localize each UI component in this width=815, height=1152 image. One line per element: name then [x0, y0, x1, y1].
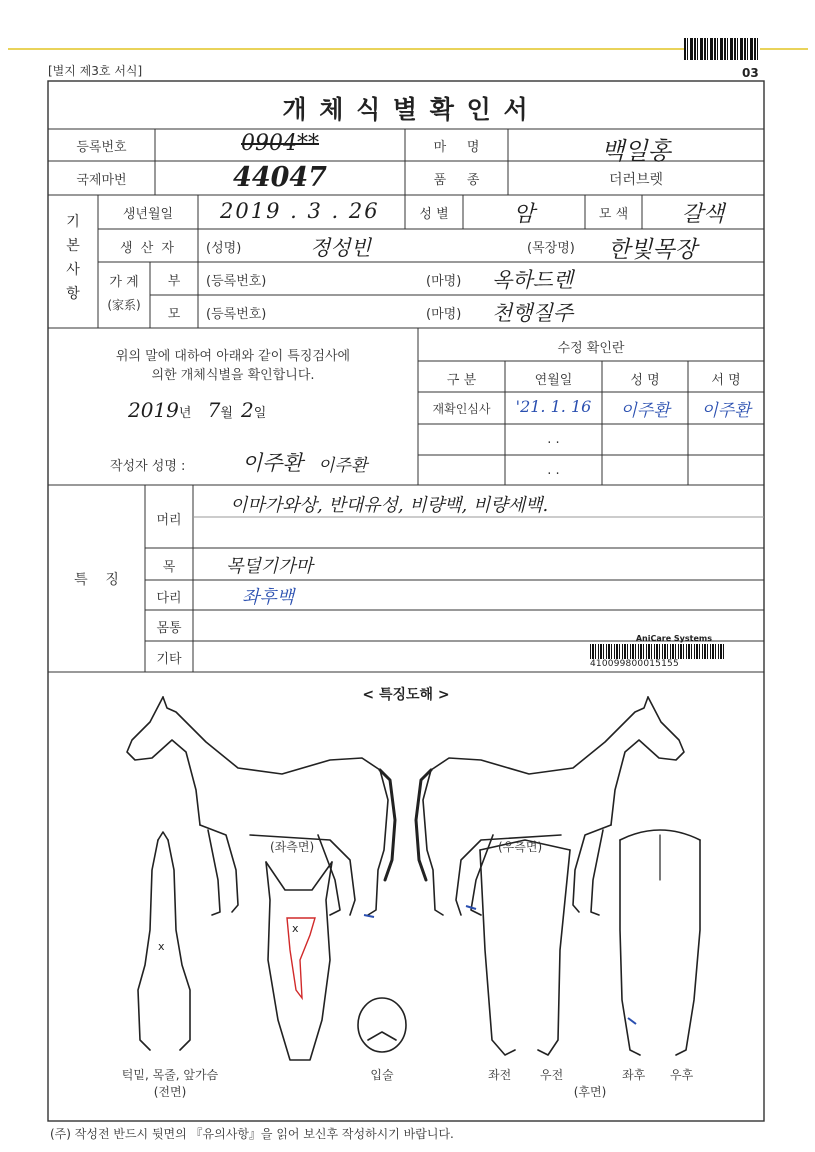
- rf-label: 우전: [540, 1068, 564, 1082]
- lineage-sub: (家系): [107, 298, 141, 312]
- sire-reg-label: (등록번호): [206, 274, 267, 289]
- revision-row-3-date: . .: [547, 463, 560, 478]
- breeder-name-value: 정성빈: [310, 236, 371, 260]
- sticker-number: 410099800015155: [590, 659, 679, 669]
- revision-row-1-date: '21. 1. 16: [515, 397, 592, 416]
- horse-lips: [358, 998, 406, 1052]
- lips-label: 입술: [370, 1068, 394, 1082]
- page-number: 03: [742, 66, 759, 80]
- sire-label: 부: [167, 274, 181, 289]
- features-section-label: 특 징: [74, 572, 119, 588]
- reg-no-value: 0904**: [241, 131, 319, 156]
- confirm-day: 2: [241, 398, 254, 422]
- sire-name-label: (마명): [426, 274, 462, 289]
- feature-leg-label: 다리: [156, 591, 182, 606]
- revision-col-type: 구 분: [446, 373, 477, 388]
- writer-sign: 이주환: [318, 456, 368, 476]
- horse-name-label: 마 명: [433, 140, 480, 155]
- sticker-brand: AniCare Systems: [635, 634, 712, 643]
- feature-leg-value: 좌후백: [242, 587, 295, 608]
- sire-name-value: 옥하드렌: [492, 268, 574, 292]
- horse-front-legs: [480, 840, 570, 1055]
- revision-row-2-date: . .: [547, 432, 560, 447]
- confirm-text-2: 의한 개체식별을 확인합니다.: [151, 368, 315, 383]
- lf-label: 좌전: [488, 1068, 512, 1082]
- breed-label: 품 종: [433, 173, 480, 188]
- intl-no-label: 국제마번: [76, 173, 127, 188]
- farm-label: (목장명): [527, 241, 575, 256]
- farm-value: 한빛목장: [608, 237, 697, 263]
- revision-col-date: 연월일: [534, 373, 573, 388]
- confirm-year: 2019: [128, 398, 179, 422]
- sex-value: 암: [513, 202, 535, 227]
- feature-etc-label: 기타: [156, 652, 182, 667]
- dam-name-label: (마명): [426, 307, 462, 322]
- horse-head-front: [266, 862, 332, 1060]
- page-title: 개 체 식 별 확 인 서: [282, 95, 530, 124]
- breeder-label: 생 산 자: [120, 241, 176, 256]
- revision-row-1-sign: 이주환: [701, 401, 751, 421]
- horse-name-value: 백일홍: [601, 137, 671, 165]
- face-marking-x: x: [292, 922, 299, 935]
- lineage-text: 가 계: [109, 275, 139, 290]
- reg-no-label: 등록번호: [76, 140, 127, 155]
- sex-label: 성 별: [419, 207, 449, 222]
- rh-label: 우후: [670, 1068, 694, 1082]
- confirm-month-unit: 월: [220, 406, 233, 421]
- dam-reg-label: (등록번호): [206, 307, 267, 322]
- dam-label: 모: [167, 307, 181, 322]
- feature-neck-value: 목덜기가마: [226, 556, 313, 577]
- right-side-label: (우측면): [498, 840, 543, 854]
- confirm-day-unit: 일: [253, 406, 267, 421]
- confirm-year-unit: 년: [178, 406, 192, 421]
- birth-label: 생년월일: [122, 207, 174, 222]
- front-caption: 턱밑, 목줄, 앞가슴: [121, 1068, 219, 1082]
- horse-left-side: [127, 697, 395, 915]
- horse-right-side: [416, 697, 684, 915]
- revision-row-1-type: 재확인심사: [432, 402, 491, 416]
- revision-row-1-name: 이주환: [620, 401, 670, 421]
- revision-title: 수정 확인란: [557, 341, 625, 356]
- front-label: (전면): [153, 1085, 187, 1099]
- neck-marking-x: x: [158, 940, 165, 953]
- rear-label: (후면): [573, 1085, 607, 1099]
- breeder-name-label: (성명): [206, 241, 242, 256]
- footnote: (주) 작성전 반드시 뒷면의 『유의사항』을 읽어 보신후 작성하시기 바랍니다.: [50, 1127, 454, 1141]
- writer-name: 이주환: [242, 451, 303, 475]
- confirm-text-1: 위의 말에 대하여 아래와 같이 특징검사에: [115, 349, 351, 364]
- feature-body-label: 몸통: [156, 621, 182, 636]
- lh-label: 좌후: [622, 1068, 646, 1082]
- intl-no-value: 44047: [233, 162, 327, 193]
- diagram-title: < 특징도해 >: [362, 687, 450, 703]
- color-label: 모 색: [598, 207, 629, 222]
- feature-head-value: 이마가와상, 반대유성, 비량백, 비량세백.: [230, 495, 549, 516]
- confirm-month: 7: [207, 398, 221, 422]
- feature-head-label: 머리: [156, 513, 182, 528]
- leg-marking-left: [364, 915, 374, 917]
- form-id: [별지 제3호 서식]: [48, 64, 143, 78]
- left-side-label: (좌측면): [270, 840, 315, 854]
- writer-label: 작성자 성명 :: [110, 459, 186, 474]
- feature-neck-label: 목: [162, 560, 176, 575]
- revision-col-sign: 서 명: [711, 373, 741, 388]
- dam-name-value: 천행질주: [492, 301, 574, 325]
- color-value: 갈색: [681, 202, 725, 227]
- basic-section-text: 기본사항: [66, 214, 80, 302]
- birth-value: 2019 . 3 . 26: [220, 199, 380, 223]
- leg-marking-rear: [628, 1018, 636, 1024]
- revision-col-name: 성 명: [630, 373, 660, 388]
- breed-value: 더러브렛: [608, 172, 664, 188]
